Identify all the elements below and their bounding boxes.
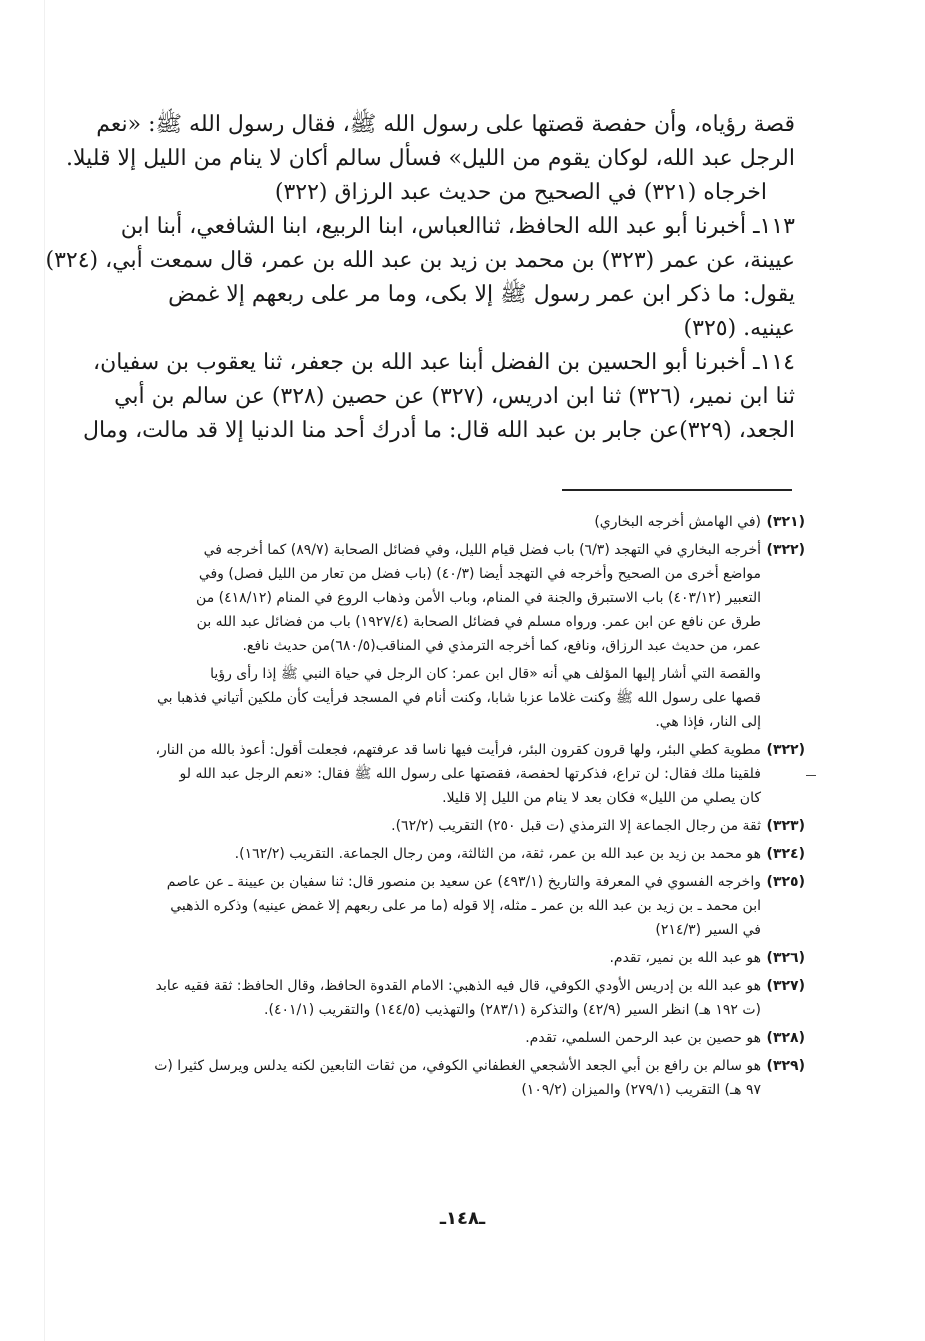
footnote-number: (٣٢٢) xyxy=(766,542,805,558)
paragraph-takhrij xyxy=(95,176,795,210)
footnote-329 xyxy=(95,1054,805,1102)
footnote-line: ثقة من رجال الجماعة إلا الترمذي (ت قبل ٢٥٠) التقريب (٦٢/٢). xyxy=(391,818,761,834)
footnote-322-cont xyxy=(95,738,805,810)
footnote-line: هو عبد الله بن نمير، تقدم. xyxy=(609,950,761,966)
text-line: ١١٣ـ أخبرنا أبو عبد الله الحافظ، ثناالعباس، ابنا الربيع، ابنا الشافعي، أبنا ابن xyxy=(120,214,795,239)
text-line: قصة رؤياه، وأن حفصة قصتها على رسول الله ﷺ، فقال رسول الله ﷺ: «نعم xyxy=(96,112,795,137)
footnote-line: قصها على رسول الله ﷺ وكنت غلاما عزبا شابا، وكنت أنام في المسجد فرأيت كأن ملكين أتياني فذهبا بي xyxy=(156,690,761,706)
footnote-line: في السير (٢١٤/٣) xyxy=(655,922,761,938)
footnote-line: مواضع أخرى من الصحيح وأخرجه في التهجد أيضا (٤٠/٣) (باب فضل من تعار من الليل فصل) وفي xyxy=(198,566,761,582)
footnote-body xyxy=(95,814,761,838)
scan-edge xyxy=(44,0,45,1341)
footnote-328 xyxy=(95,1026,805,1050)
footnote-line: (ت ١٩٢ هـ) انظر السير (٤٢/٩) والتذكرة (٢٨٣/١) والتهذيب (١٤٤/٥) والتقريب (٤٠١/١). xyxy=(264,1002,761,1018)
footnote-line: هو محمد بن زيد بن عبد الله بن عمر، ثقة، من الثالثة، ومن رجال الجماعة. التقريب (١٦٢/٢). xyxy=(234,846,761,862)
footnote-number: (٣٢٢) xyxy=(766,742,805,758)
footnote-body xyxy=(95,870,761,942)
footnote-line: أخرجه البخاري في التهجد (٦/٣) باب فضل قيام الليل، وفي فضائل الصحابة (٨٩/٧) كما أخرجه في xyxy=(203,542,761,558)
footnote-number: (٣٢١) xyxy=(766,514,805,530)
footnote-line: ابن محمد ـ بن زيد بن عبد الله بن عمر ـ مثله، إلا قوله (ما مر على ربعهم إلا غمض عينيه) وذكره الذهبي xyxy=(170,898,761,914)
footnote-number: (٣٢٦) xyxy=(766,950,805,966)
text-line: الرجل عبد الله، لوكان يقوم من الليل» فسأل سالم أكان لا ينام من الليل إلا قليلا. xyxy=(66,146,795,171)
footnote-number: (٣٢٣) xyxy=(766,818,805,834)
footnote-322-story xyxy=(95,662,805,734)
footnote-number: (٣٢٤) xyxy=(766,846,805,862)
footnote-line: عمر، من حديث عبد الرزاق، ونافع، كما أخرجه الترمذي في المناقب(٦٨٠/٥)من حديث نافع. xyxy=(242,638,761,654)
footnote-line: فلقينا ملك فقال: لن تراع، فذكرتها لحفصة، فقصتها على رسول الله ﷺ فقال: «نعم الرجل عبد الله لو xyxy=(179,766,761,782)
footnote-324 xyxy=(95,842,805,866)
paragraph-hadith-113 xyxy=(45,210,795,346)
footnote-line: ٩٧ هـ) التقريب (٢٧٩/١) والميزان (١٠٩/٢) xyxy=(521,1082,761,1098)
footnote-322 xyxy=(95,538,805,658)
paragraph-story xyxy=(66,108,795,176)
footnote-line: مطوية كطي البئر، ولها قرون كقرون البئر، فرأيت فيها ناسا قد عرفتهم، فجعلت أقول: أعوذ بالله من النار، xyxy=(155,742,761,758)
footnote-327 xyxy=(95,974,805,1022)
footnote-body xyxy=(95,538,761,658)
footnote-body xyxy=(95,946,761,970)
footnote-body xyxy=(95,974,761,1022)
footnote-line: هو حصين بن عبد الرحمن السلمي، تقدم. xyxy=(525,1030,761,1046)
footnote-number: (٣٢٧) xyxy=(766,978,805,994)
footnote-line: هو عبد الله بن إدريس الأودي الكوفي، قال فيه الذهبي: الامام القدوة الحافظ، وقال الحافظ: ثقة فقيه عابد xyxy=(155,978,761,994)
page-number: ـ١٤٨ـ xyxy=(439,1208,486,1229)
footnote-body xyxy=(95,1054,761,1102)
footnote-body xyxy=(95,842,761,866)
text-line: اخرجاه (٣٢١) في الصحيح من حديث عبد الرزاق (٣٢٢) xyxy=(274,180,767,205)
margin-mark xyxy=(806,775,816,776)
footnote-line: والقصة التي أشار إليها المؤلف هي أنه «قال ابن عمر: كان الرجل في حياة النبي ﷺ إذا رأى رؤيا xyxy=(210,666,761,682)
footnote-body xyxy=(95,1026,761,1050)
footnote-number: (٣٢٨) xyxy=(766,1030,805,1046)
paragraph-hadith-114 xyxy=(82,346,795,448)
footnote-number: (٣٢٩) xyxy=(766,1058,805,1074)
footnote-line: كان يصلي من الليل» فكان بعد لا ينام من الليل إلا قليلا. xyxy=(442,790,761,806)
footnote-line: طرق عن نافع عن ابن عمر. ورواه مسلم في فضائل الصحابة (١٩٢٧/٤) باب من فضائل عبد الله بن xyxy=(196,614,761,630)
footnote-line: التعبير (٤٠٣/١٢) باب الاستبرق والجنة في المنام، وباب الأمن وذهاب الروع في المنام (٤١٨/١٢) من xyxy=(196,590,761,606)
text-line: عيينة، عن عمر (٣٢٣) بن محمد بن زيد بن عبد الله بن عمر، قال سمعت أبي، (٣٢٤) xyxy=(45,248,795,273)
text-line: عينيه. (٣٢٥) xyxy=(683,316,795,341)
footnote-321 xyxy=(95,510,805,534)
text-line: ١١٤ـ أخبرنا أبو الحسين بن الفضل أبنا عبد الله بن جعفر، ثنا يعقوب بن سفيان، xyxy=(93,350,795,375)
footnote-divider xyxy=(562,489,792,491)
footnote-line: واخرجه الفسوي في المعرفة والتاريخ (٤٩٣/١) عن سعيد بن منصور قال: ثنا سفيان بن عيينة ـ عن عاصم xyxy=(166,874,761,890)
main-text-block xyxy=(45,108,795,448)
footnote-number: (٣٢٥) xyxy=(766,874,805,890)
footnote-326 xyxy=(95,946,805,970)
footnote-body xyxy=(95,738,761,810)
footnotes-block xyxy=(95,510,805,1106)
text-line: الجعد، (٣٢٩)عن جابر بن عبد الله قال: ما أدرك أحد منا الدنيا إلا قد مالت، ومال xyxy=(82,418,795,443)
text-line: ثنا ابن نمير، (٣٢٦) ثنا ابن ادريس، (٣٢٧) عن حصين (٣٢٨) عن سالم بن أبي xyxy=(114,384,795,409)
footnote-line: (في الهامش أخرجه البخاري) xyxy=(594,514,761,530)
footnote-line: إلى النار، فإذا هي. xyxy=(655,714,761,730)
footnote-line: هو سالم بن رافع بن أبي الجعد الأشجعي الغطفاني الكوفي، من ثقات التابعين لكنه يدلس ويرسل كثيرا (ت xyxy=(154,1058,761,1074)
footnote-325 xyxy=(95,870,805,942)
footnote-body xyxy=(95,510,761,534)
text-line: يقول: ما ذكر ابن عمر رسول ﷺ إلا بكى، وما مر على ربعهم إلا غمض xyxy=(168,282,795,307)
footnote-323 xyxy=(95,814,805,838)
